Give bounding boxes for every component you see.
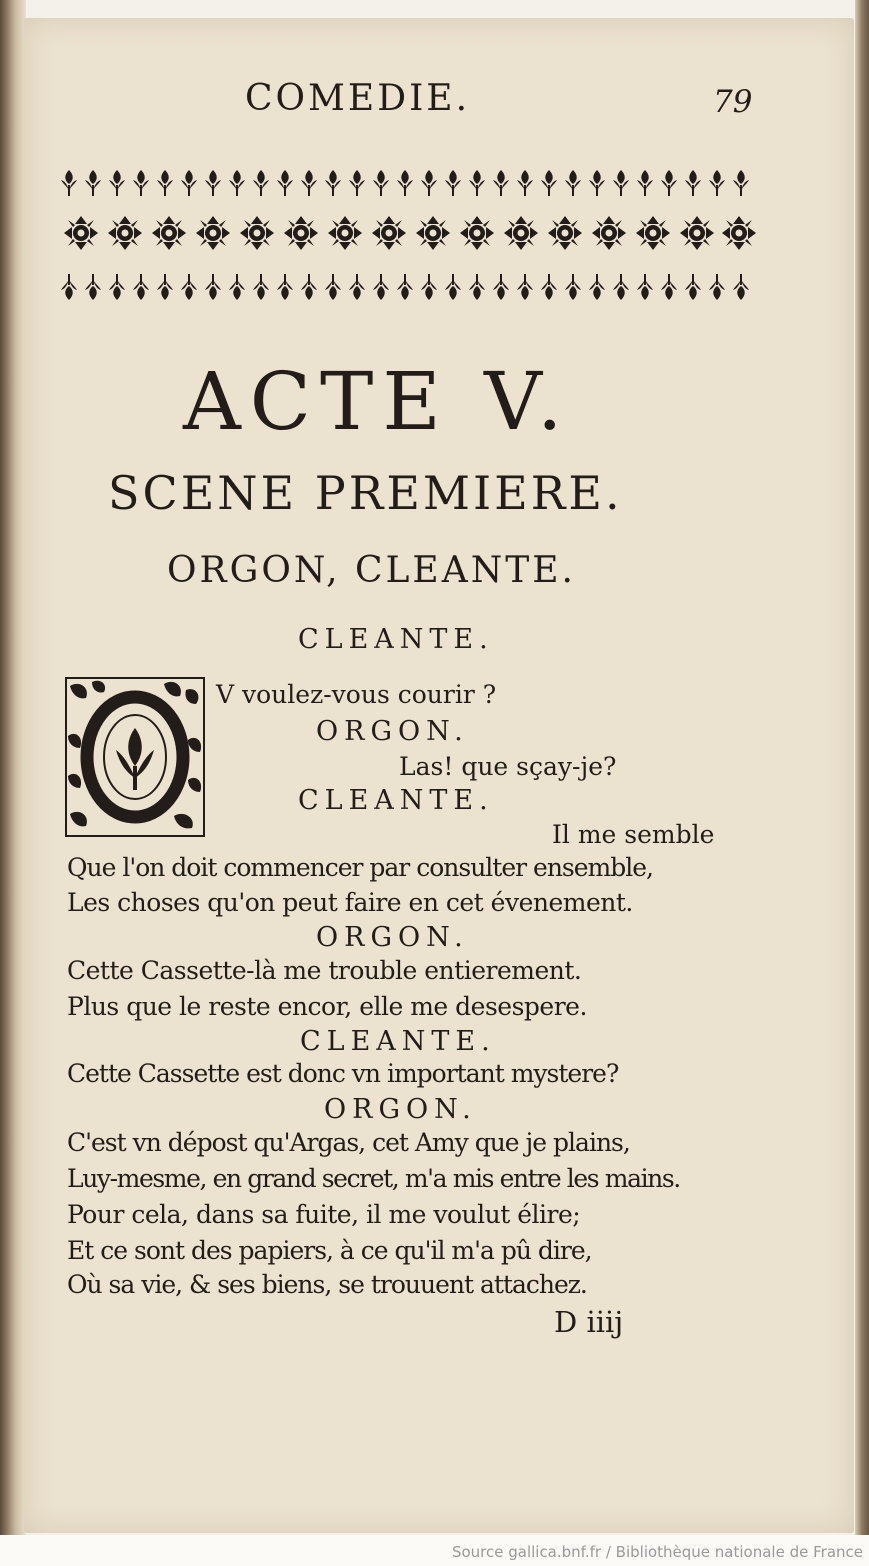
act-title: ACTE V.	[183, 355, 572, 448]
verse-line: Il me semble	[552, 820, 715, 849]
book-edge-right	[855, 0, 869, 1535]
verse-line: Que l'on doit commencer par consulter ensemble,	[67, 853, 653, 882]
verse-line: Cette Cassette est donc vn important mystere?	[67, 1059, 619, 1088]
decorated-initial-o-icon	[64, 676, 206, 838]
verse-line: V voulez-vous courir ?	[216, 680, 497, 709]
scene-title: SCENE PREMIERE.	[108, 466, 623, 520]
running-title: COMEDIE.	[245, 78, 471, 119]
verse-line: C'est vn dépost qu'Argas, cet Amy que je plains,	[67, 1128, 630, 1157]
verse-line: Où sa vie, & ses biens, se trouuent attachez.	[67, 1270, 587, 1299]
verse-line: Las! que sçay-je?	[399, 752, 617, 781]
scene-characters: ORGON, CLEANTE.	[167, 550, 576, 591]
verse-line: Luy-mesme, en grand secret, m'a mis entre les mains.	[67, 1164, 680, 1193]
verse-line: Pour cela, dans sa fuite, il me voulut élire;	[67, 1200, 581, 1229]
fleuron-band-icon	[58, 168, 762, 306]
verse-line: Plus que le reste encor, elle me desespere.	[67, 992, 587, 1021]
verse-line: Les choses qu'on peut faire en cet évenement.	[67, 888, 633, 917]
verse-line: Cette Cassette-là me trouble entierement.	[67, 956, 582, 985]
speaker-label: CLEANTE.	[298, 785, 494, 816]
signature-mark: D iiij	[554, 1305, 624, 1339]
speaker-label: ORGON.	[316, 716, 469, 747]
book-edge-left	[0, 0, 26, 1535]
speaker-label: ORGON.	[316, 922, 469, 953]
source-credit: Source gallica.bnf.fr / Bibliothèque nationale de France	[451, 1543, 863, 1561]
speaker-label: ORGON.	[324, 1094, 477, 1125]
page-number: 79	[713, 84, 753, 120]
speaker-label: CLEANTE.	[300, 1026, 496, 1057]
verse-line: Et ce sont des papiers, à ce qu'il m'a pû dire,	[67, 1236, 592, 1265]
speaker-label: CLEANTE.	[298, 624, 494, 655]
